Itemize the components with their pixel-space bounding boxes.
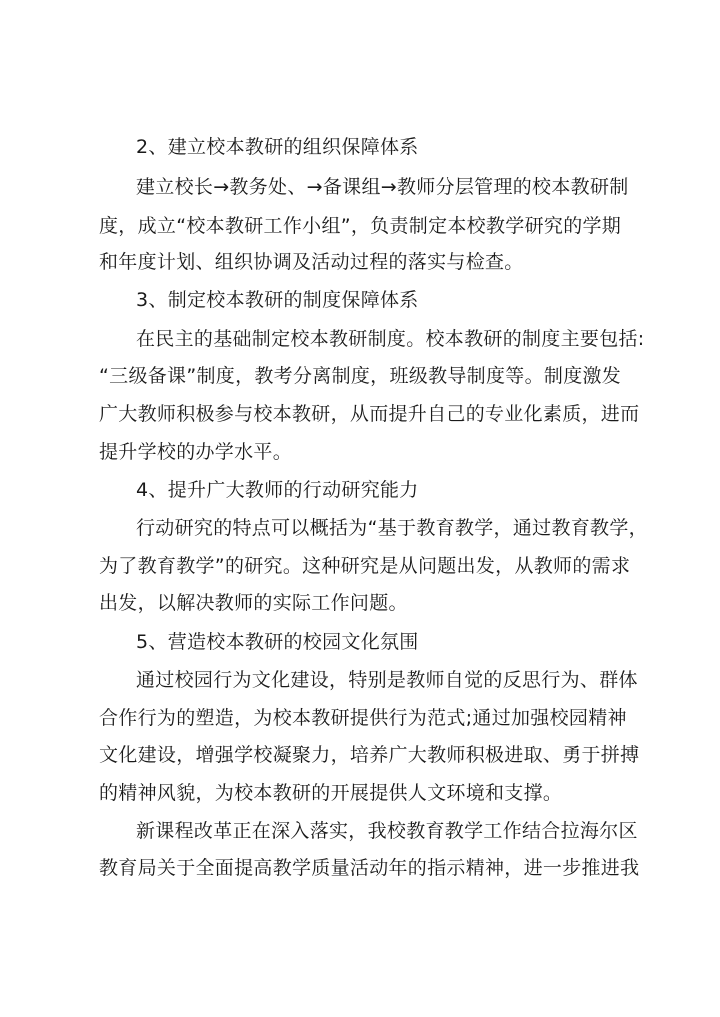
paragraph-line: “三级备课”制度，教考分离制度，班级教导制度等。制度激发	[99, 365, 622, 387]
section-heading-5: 5、营造校本教研的校园文化氛围	[136, 631, 419, 653]
paragraph-line: 的精神风貌，为校本教研的开展提供人文环境和支撑。	[99, 782, 563, 804]
paragraph-line: 教育局关于全面提高教学质量活动年的指示精神，进一步推进我	[99, 857, 640, 879]
paragraph-line: 和年度计划、组织协调及活动过程的落实与检查。	[99, 251, 524, 273]
paragraph-line: 为了教育教学”的研究。这种研究是从问题出发，从教师的需求	[99, 555, 631, 577]
section-heading-4: 4、提升广大教师的行动研究能力	[136, 479, 419, 501]
paragraph-line: 广大教师积极参与校本教研，从而提升自己的专业化素质，进而	[99, 403, 640, 425]
paragraph-line: 行动研究的特点可以概括为“基于教育教学，通过教育教学，	[136, 517, 648, 539]
section-heading-2: 2、建立校本教研的组织保障体系	[136, 136, 419, 158]
section-heading-3: 3、制定校本教研的制度保障体系	[136, 289, 419, 311]
paragraph-line: 在民主的基础制定校本教研制度。校本教研的制度主要包括:	[136, 328, 645, 350]
paragraph-line: 建立校长→教务处、→备课组→教师分层管理的校本教研制	[136, 176, 629, 198]
paragraph-line: 通过校园行为文化建设，特别是教师自觉的反思行为、群体	[136, 669, 638, 691]
paragraph-line: 新课程改革正在深入落实，我校教育教学工作结合拉海尔区	[136, 820, 638, 842]
paragraph-line: 出发，以解决教师的实际工作问题。	[99, 592, 408, 614]
paragraph-line: 提升学校的办学水平。	[99, 441, 293, 463]
paragraph-line: 文化建设，增强学校凝聚力，培养广大教师积极进取、勇于拼搏	[99, 744, 640, 766]
paragraph-line: 度，成立“校本教研工作小组”，负责制定本校教学研究的学期	[99, 215, 622, 237]
paragraph-line: 合作行为的塑造，为校本教研提供行为范式;通过加强校园精神	[99, 707, 627, 729]
